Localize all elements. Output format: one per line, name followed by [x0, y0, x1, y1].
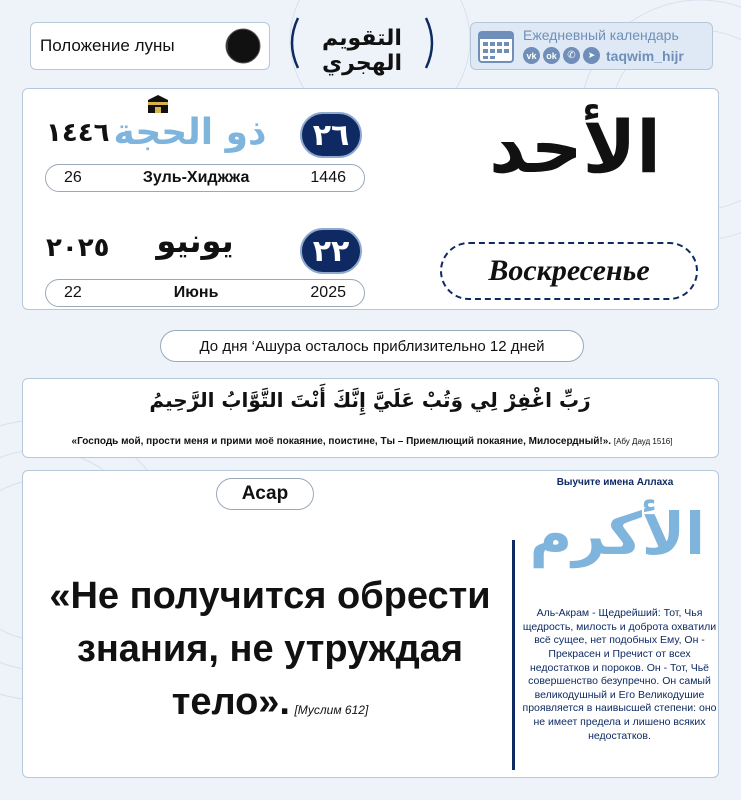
gregorian-month-arabic: يونيو — [156, 222, 234, 260]
hijri-year: 1446 — [310, 169, 346, 186]
gregorian-day: 22 — [64, 284, 82, 301]
hijri-day: 26 — [64, 169, 82, 186]
gregorian-year-arabic: ٢٠٢٥ — [46, 233, 110, 263]
hijri-date-bar — [45, 164, 365, 192]
gregorian-year: 2025 — [310, 284, 346, 301]
dua-translation: «Господь мой, прости меня и прими моё покаяние, поистине, Ты – Приемлющий покаяние, Милосердный!». — [71, 436, 612, 447]
channel-panel[interactable] — [470, 22, 713, 70]
gregorian-month: Июнь — [173, 284, 219, 301]
athar-source: [Муслим 612] — [294, 703, 369, 718]
gregorian-day-badge: ٢٢ — [300, 228, 362, 274]
names-description: Аль-Акрам - Щедрейший: Тот, Чья щедрость, милость и доброта охватили всё сущее, нет подобных Ему, Он - Прекрасен и Пречист от всех недостатков и пороков. Он - Тот, Чьё совершенство безупречно. Он самый великодушный и Его Великодушие проявляется в наивысшей степени: оно не имеет предела и лишено всяких недостатков. — [522, 607, 717, 742]
names-title: Выучите имена Аллаха — [556, 477, 674, 488]
names-divider — [512, 540, 515, 770]
hijri-logo — [284, 12, 440, 74]
weekday-russian-pill — [440, 242, 698, 300]
moon-label: Положение луны — [40, 36, 175, 55]
gregorian-date-bar — [45, 279, 365, 307]
athar-quote: «Не получится обрести знания, не утруждая тело». — [49, 575, 491, 724]
hijri-day-badge: ٢٦ — [300, 112, 362, 158]
athar-quote-block — [40, 570, 500, 730]
ok-icon[interactable]: ok — [543, 47, 560, 64]
dua-source: [Абу Дауд 1516] — [613, 437, 673, 446]
social-icons — [523, 47, 600, 64]
telegram-icon[interactable]: ➤ — [583, 47, 600, 64]
names-arabic: الأكرم — [529, 500, 705, 568]
athar-label-pill — [216, 478, 314, 510]
athar-label: Асар — [241, 483, 289, 504]
dua-arabic: رَبِّ اغْفِرْ لِي وَتُبْ عَلَيَّ إِنَّكَ أَنْتَ التَّوَّابُ الرَّحِيمُ — [149, 388, 591, 412]
hijri-year-arabic: ١٤٤٦ — [46, 118, 110, 148]
moon-panel — [30, 22, 270, 70]
dua-translation-line — [28, 436, 716, 447]
ashura-notice-pill — [160, 330, 584, 362]
weekday-russian: Воскресенье — [488, 254, 650, 287]
logo-text: التقويم الهجري — [321, 26, 403, 76]
weekday-arabic: الأحد — [489, 105, 661, 189]
moon-phase-icon — [224, 27, 262, 65]
ashura-notice: До дня ‘Ашура осталось приблизительно 12 дней — [199, 337, 545, 355]
whatsapp-icon[interactable]: ✆ — [563, 47, 580, 64]
vk-icon[interactable]: vk — [523, 47, 540, 64]
hijri-month-arabic: ذو الحجة — [113, 112, 267, 153]
calendar-icon — [477, 28, 515, 66]
channel-handle[interactable]: taqwim_hijr — [606, 48, 684, 64]
hijri-month: Зуль-Хиджжа — [142, 169, 250, 186]
channel-title: Ежедневный календарь — [523, 27, 679, 43]
